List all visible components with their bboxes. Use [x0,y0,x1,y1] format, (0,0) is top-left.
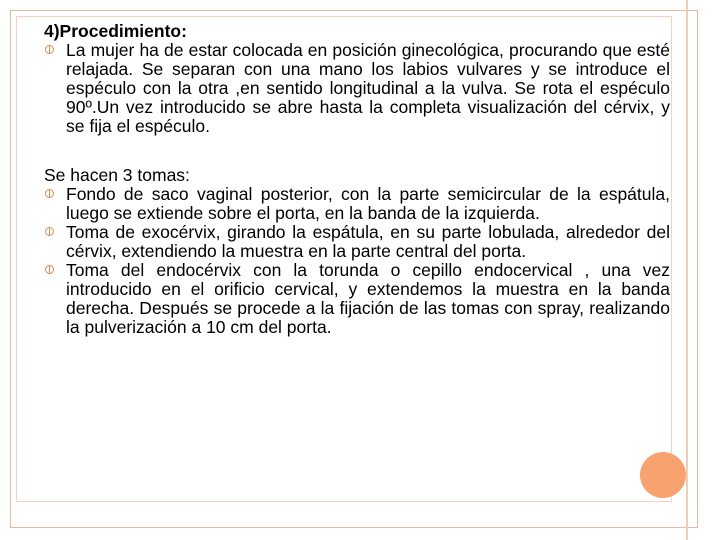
section-heading: 4)Procedimiento: [44,21,187,41]
slide-content [44,22,670,337]
bullet-icon [45,45,54,54]
list-item [44,185,670,223]
list-item-text: Toma del endocérvix con la torunda o cepillo endocervical , una vez introducido en el orificio cervical, y extendemos la muestra en la banda derecha. Después se procede a la fijación de las tomas con spray, realizando la pulverización a 10 cm del porta. [66,260,670,337]
bullet-icon [45,265,54,274]
list-item [44,41,670,136]
list-item [44,223,670,261]
decorative-rail [686,0,688,540]
list-item-text: Fondo de saco vaginal posterior, con la parte semicircular de la espátula, luego se extiende sobre el porta, en la banda de la izquierda. [66,184,670,223]
list-item [44,261,670,337]
spacer [44,136,670,166]
bullet-icon [45,189,54,198]
tomas-intro: Se hacen 3 tomas: [44,165,190,185]
decorative-circle [640,452,686,498]
list-item-text: Toma de exocérvix, girando la espátula, en su parte lobulada, alrededor del cérvix, extendiendo la muestra en la parte central del porta. [66,222,670,261]
bullet-icon [45,227,54,236]
list-item-text: La mujer ha de estar colocada en posición ginecológica, procurando que esté relajada. Se separan con una mano los labios vulvares y se introduce el espéculo con la otra ,en sentido longitudinal a la vulva. Se rota el espéculo 90º.Un vez introducido se abre hasta la completa visualización del cérvix, y se fija el espéculo. [66,40,670,136]
